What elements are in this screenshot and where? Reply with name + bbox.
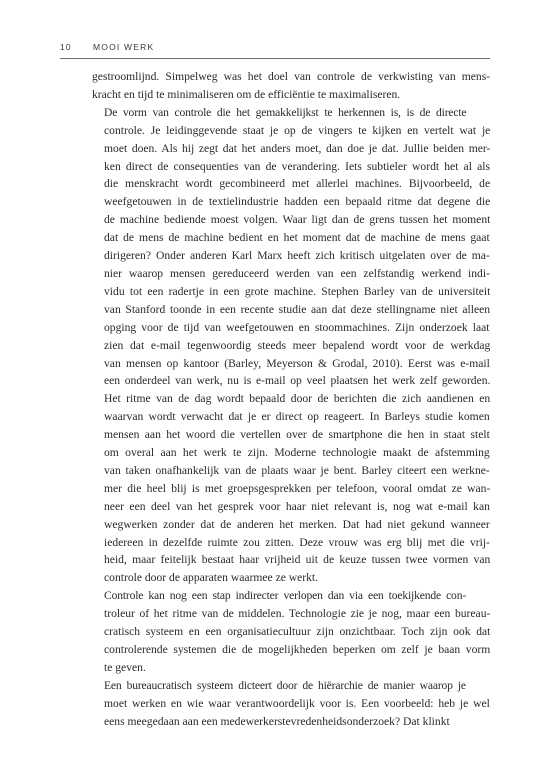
text-line: zien dat e-mail tegenwoordig steeds meer bepalend wordt voor de werkdag: [104, 338, 491, 352]
paragraph: [92, 104, 490, 587]
text-line: Het ritme van de dag wordt bepaald door de berichten die zich aandienen en: [104, 392, 491, 406]
text-line: die menskracht wordt gecombineerd met allerlei machines. Bijvoorbeeld, de: [104, 177, 491, 191]
text-line: dat de mens de machine bedient en het moment dat de machine de mens gaat: [104, 231, 490, 245]
paragraph: [92, 677, 490, 731]
text-line: heid, maar feitelijk bestaat haar vrijheid uit de keuze tussen twee vormen van: [104, 553, 491, 567]
header-rule: [60, 58, 490, 59]
text-line: neer een deel van het gesprek voor haar niet relevant is, nog wat e-mail kan: [104, 499, 490, 513]
text-line: waarvan wordt verwacht dat je er direct op reageert. In Barleys studie komen: [104, 410, 490, 424]
text-line: van mensen op kantoor (Barley, Meyerson & Grodal, 2010). Eerst was e-mail: [104, 356, 490, 370]
text-line: vidu tot een radertje in een grote machine. Stephen Barley van de universiteit: [104, 284, 491, 298]
text-line: moet doen. Als hij zegt dat het anders moet, dan doe je dat. Jullie beiden mer-: [104, 141, 491, 155]
text-line: troleur of het ritme van de middelen. Technologie zie je nog, maar een bureau-: [104, 607, 491, 621]
text-line: mer die heel blij is met groepsgesprekken per telefoon, vooral omdat ze wan-: [104, 481, 491, 495]
text-line: opging voor de tijd van weefgetouwen en stoommachines. Zijn onderzoek laat: [104, 320, 490, 334]
text-line: controlerende systemen die de mogelijkheden beperken om zelf je baan vorm: [104, 643, 491, 656]
text-line: de machine bediende moest volgen. Waar ligt dan de grens tussen het moment: [104, 213, 491, 227]
text-line: controle door de apparaten waarmee ze werkt.: [104, 571, 319, 585]
text-line: De vorm van controle die het gemakkelijkst te herkennen is, is de directe: [104, 105, 467, 119]
page-number: 10: [60, 42, 72, 52]
text-line: Controle kan nog een stap indirecter verlopen dan via een toekijkende con-: [104, 589, 467, 603]
text-line: weefgetouwen in de textielindustrie hadden een bepaald ritme dat degene die: [104, 195, 491, 209]
paragraph: [92, 68, 490, 104]
text-line: Een bureaucratisch systeem dicteert door de hiërarchie de manier waarop je: [104, 678, 466, 692]
text-line: controle. Je leidinggevende staat je op de vingers te kijken en vertelt wat je: [104, 123, 491, 137]
text-line: ken direct de consequenties van de verandering. Iets subtieler wordt het al als: [104, 159, 490, 173]
text-line: eens meegedaan aan een medewerkerstevredenheidsonderzoek? Dat klinkt: [104, 714, 450, 728]
body-text: [92, 68, 490, 731]
text-line: wegwerken zonder dat de anderen het merken. Dat had niet gekund wanneer: [104, 517, 490, 531]
running-header: [60, 42, 490, 56]
text-line: een onderdeel van werk, nu is e-mail op veel plaatsen het werk zelf geworden.: [104, 374, 491, 388]
text-line: cratisch systeem en een organisatiecultuur zijn onzichtbaar. Toch zijn ook dat: [104, 625, 491, 639]
paragraph: [92, 587, 490, 677]
text-line: dirigeren? Onder anderen Karl Marx heeft zich kritisch uitgelaten over de ma-: [104, 249, 490, 263]
text-line: van Stanford toonde in een recente studie aan dat deze stellingname niet alleen: [104, 302, 491, 316]
running-title: MOOI WERK: [93, 42, 155, 52]
text-line: moet werken en wie waar verantwoordelijk voor is. Een voorbeeld: heb je wel: [104, 696, 490, 710]
text-line: iedereen in dezelfde ruimte zou zitten. Deze vrouw was erg blij met die vrij-: [104, 535, 490, 549]
text-line: van taken onafhankelijk van de plaats waar je bent. Barley citeert een werkne-: [104, 463, 490, 477]
text-line: kracht en tijd te minimaliseren om de efficiëntie te maximaliseren.: [92, 87, 401, 101]
text-line: nier waarop mensen gereduceerd werden van een zelfstandig werkend indi-: [104, 266, 490, 280]
text-line: gestroomlijnd. Simpelweg was het doel van controle de verkwisting van mens-: [92, 70, 491, 83]
text-line: mensen aan het woord die vertellen over de smartphone die hen in staat stelt: [104, 428, 490, 442]
text-line: om overal aan het werk te zijn. Moderne technologie maakt de afstemming: [104, 446, 490, 460]
text-line: te geven.: [104, 660, 146, 674]
